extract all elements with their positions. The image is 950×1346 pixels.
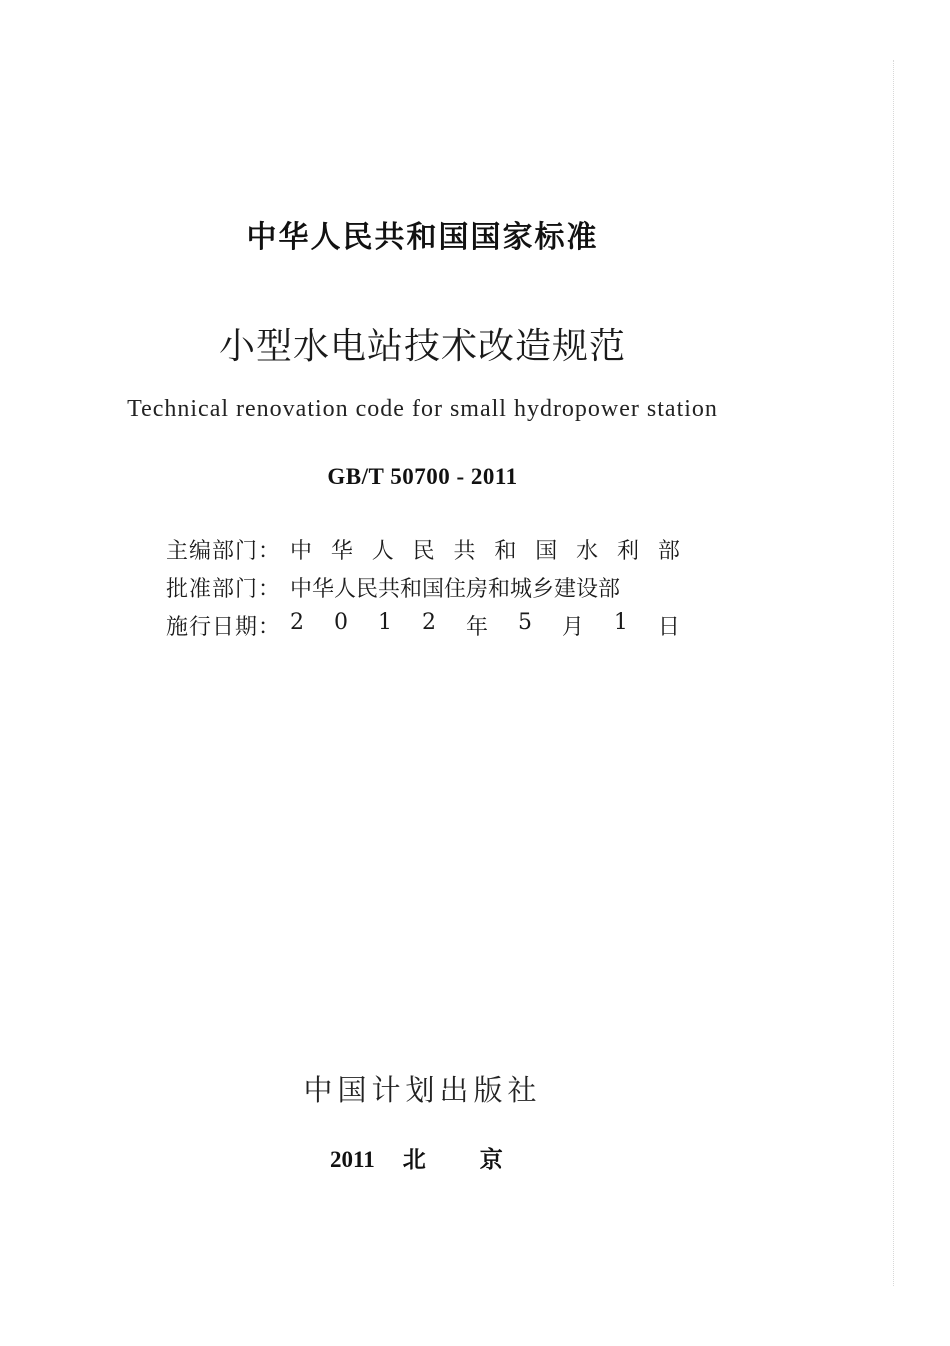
editor-department-char: 利 bbox=[617, 538, 640, 564]
issuance-info bbox=[166, 530, 686, 644]
effective-date-char: 日 bbox=[657, 614, 680, 640]
approval-department-label: 批准部门： bbox=[166, 576, 282, 602]
effective-date-row bbox=[166, 606, 686, 644]
editor-department-char: 人 bbox=[371, 538, 394, 564]
document-title-chinese: 小型水电站技术改造规范 bbox=[218, 326, 626, 367]
imprint-year: 2011 bbox=[330, 1147, 375, 1172]
effective-date-char: 月 bbox=[561, 614, 584, 640]
approval-department-value: 中华人民共和国住房和城乡建设部 bbox=[290, 576, 621, 602]
effective-date-char: 0 bbox=[333, 609, 348, 635]
editor-department-char: 部 bbox=[657, 538, 680, 564]
editor-department-char: 民 bbox=[412, 538, 435, 564]
document-title-english: Technical renovation code for small hydropower station bbox=[127, 396, 718, 422]
editor-department-label: 主编部门： bbox=[166, 538, 282, 564]
editor-department-char: 华 bbox=[330, 538, 353, 564]
imprint-city-char: 京 bbox=[479, 1146, 503, 1173]
standard-type-heading: 中华人民共和国国家标准 bbox=[246, 220, 599, 255]
effective-date-label: 施行日期： bbox=[166, 614, 282, 640]
effective-date-value bbox=[290, 610, 680, 641]
standard-code: GB/T 50700 - 2011 bbox=[327, 464, 518, 489]
effective-date-char: 1 bbox=[613, 609, 628, 635]
editor-department-char: 中 bbox=[290, 538, 313, 564]
effective-date-char: 2 bbox=[421, 609, 436, 635]
editor-department-char: 国 bbox=[535, 538, 558, 564]
publisher-name: 中国计划出版社 bbox=[303, 1073, 542, 1107]
effective-date-char: 1 bbox=[377, 609, 392, 635]
effective-date-char: 2 bbox=[290, 609, 304, 635]
approval-department-row bbox=[166, 568, 686, 606]
editor-department-char: 和 bbox=[494, 538, 517, 564]
effective-date-char: 5 bbox=[517, 609, 532, 635]
effective-date-char: 年 bbox=[465, 614, 488, 640]
editor-department-char: 共 bbox=[453, 538, 476, 564]
editor-department-row bbox=[166, 530, 686, 568]
scan-edge-artifact bbox=[893, 60, 896, 1286]
imprint-city-char: 北 bbox=[402, 1146, 426, 1173]
imprint-line bbox=[330, 1141, 503, 1174]
editor-department-value bbox=[290, 534, 680, 565]
editor-department-char: 水 bbox=[576, 538, 599, 564]
